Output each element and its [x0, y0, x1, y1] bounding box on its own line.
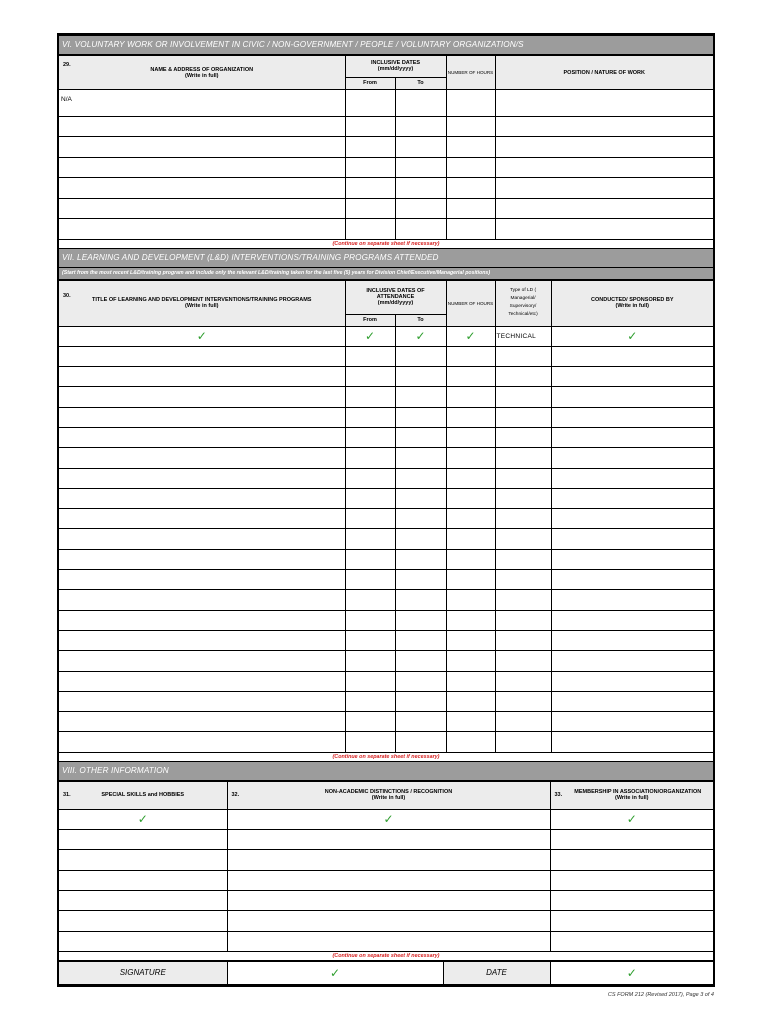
form-frame	[57, 33, 715, 987]
table-row	[59, 90, 713, 117]
col-position: POSITION / NATURE OF WORK	[495, 56, 713, 90]
col-from: From	[345, 77, 395, 89]
table-row	[59, 590, 713, 610]
table-row	[59, 219, 713, 240]
date-field[interactable]	[550, 961, 713, 984]
other-info-header-row	[59, 781, 713, 809]
table-row	[59, 911, 713, 931]
voluntary-table	[59, 55, 713, 240]
col-to: To	[395, 77, 446, 89]
col-membership-sub: (Write in full)	[614, 795, 649, 802]
item-number-30: 30.	[63, 292, 71, 299]
col-inclusive-dates-sub: (mm/dd/yyyy)	[377, 66, 414, 73]
col-from: From	[345, 314, 395, 326]
item-number-31: 31.	[63, 791, 71, 798]
table-row	[59, 509, 713, 529]
check-mark-icon: ✓	[383, 812, 394, 827]
table-row	[59, 468, 713, 488]
signature-row	[59, 961, 713, 984]
form-footer: CS FORM 212 (Revised 2017), Page 3 of 4	[607, 992, 714, 998]
type-of-ld-entry[interactable]: TECHNICAL	[495, 326, 551, 346]
table-row	[59, 427, 713, 447]
col-type-of-ld: Type of LD ( Managerial/ Supervisory/ Technical/etc)	[495, 280, 551, 326]
table-row	[59, 346, 713, 366]
table-row	[59, 570, 713, 590]
col-conducted-by-sub: (Write in full)	[615, 303, 650, 309]
learning-continue-note: (Continue on separate sheet if necessary)	[59, 753, 713, 762]
col-distinctions: NON-ACADEMIC DISTINCTIONS / RECOGNITION	[324, 789, 453, 796]
table-row	[59, 630, 713, 650]
col-training-title: TITLE OF LEARNING AND DEVELOPMENT INTERVENTIONS/TRAINING PROGRAMS	[92, 297, 312, 303]
table-row	[59, 326, 713, 346]
org-name-entry[interactable]: N/A	[59, 90, 345, 117]
table-row	[59, 732, 713, 752]
other-info-section-header: VIII. OTHER INFORMATION	[59, 762, 713, 781]
table-row	[59, 178, 713, 199]
col-number-of-hours: NUMBER OF HOURS	[446, 56, 495, 90]
table-row	[59, 931, 713, 951]
date-label: DATE	[443, 961, 550, 984]
col-attendance-dates: INCLUSIVE DATES OF ATTENDANCE	[366, 288, 425, 300]
col-number-of-hours: NUMBER OF HOURS	[446, 280, 495, 326]
col-to: To	[395, 314, 446, 326]
table-row	[59, 671, 713, 691]
learning-section-header: VII. LEARNING AND DEVELOPMENT (L&D) INTERVENTIONS/TRAINING PROGRAMS ATTENDED	[59, 249, 713, 268]
table-row	[59, 549, 713, 569]
table-row	[59, 712, 713, 732]
table-row	[59, 137, 713, 158]
voluntary-section-header: VI. VOLUNTARY WORK OR INVOLVEMENT IN CIVIC / NON-GOVERNMENT / PEOPLE / VOLUNTARY ORGANIZATION/S	[59, 36, 713, 55]
col-special-skills: SPECIAL SKILLS and HOBBIES	[101, 792, 185, 799]
item-number-29: 29.	[63, 62, 71, 68]
col-conducted-by: CONDUCTED/ SPONSORED BY	[591, 297, 674, 303]
learning-table	[59, 280, 713, 753]
table-row	[59, 157, 713, 178]
table-row	[59, 387, 713, 407]
signature-field[interactable]	[227, 961, 443, 984]
table-row	[59, 198, 713, 219]
col-org-name: NAME & ADDRESS OF ORGANIZATION	[150, 66, 254, 73]
col-org-name-sub: (Write in full)	[184, 72, 219, 79]
signature-label: SIGNATURE	[59, 961, 227, 984]
other-info-continue-note: (Continue on separate sheet if necessary)	[59, 952, 713, 961]
table-row	[59, 367, 713, 387]
check-mark-icon: ✓	[137, 812, 148, 827]
signature-table	[59, 961, 713, 985]
learning-header-row	[59, 280, 713, 314]
pds-page-3	[57, 33, 715, 987]
col-membership: MEMBERSHIP IN ASSOCIATION/ORGANIZATION	[574, 789, 702, 796]
table-row	[59, 610, 713, 630]
col-attendance-dates-sub: (mm/dd/yyyy)	[377, 300, 414, 306]
table-row	[59, 890, 713, 910]
check-mark-icon: ✓	[627, 329, 638, 344]
table-row	[59, 850, 713, 870]
check-mark-icon: ✓	[415, 329, 426, 344]
table-row	[59, 691, 713, 711]
voluntary-header-row	[59, 56, 713, 78]
item-number-32: 32.	[231, 791, 240, 798]
learning-section-note: (Start from the most recent L&D/training program and include only the relevant L&D/training taken for the last five (5) years for Division Chief/Executive/Managerial positions)	[59, 268, 713, 280]
table-row	[59, 830, 713, 850]
check-mark-icon: ✓	[329, 965, 341, 980]
table-row	[59, 870, 713, 890]
table-row	[59, 407, 713, 427]
check-mark-icon: ✓	[626, 812, 637, 827]
other-info-table	[59, 781, 713, 952]
table-row	[59, 448, 713, 468]
check-mark-icon: ✓	[196, 329, 207, 344]
col-inclusive-dates: INCLUSIVE DATES	[370, 60, 421, 67]
voluntary-continue-note: (Continue on separate sheet if necessary)	[59, 240, 713, 249]
col-distinctions-sub: (Write in full)	[371, 795, 406, 802]
item-number-33: 33.	[554, 791, 563, 798]
check-mark-icon: ✓	[465, 329, 476, 344]
table-row	[59, 116, 713, 137]
table-row	[59, 651, 713, 671]
check-mark-icon: ✓	[364, 329, 376, 344]
table-row	[59, 809, 713, 829]
check-mark-icon: ✓	[626, 965, 637, 980]
table-row	[59, 488, 713, 508]
table-row	[59, 529, 713, 549]
col-training-title-sub: (Write in full)	[184, 303, 219, 309]
